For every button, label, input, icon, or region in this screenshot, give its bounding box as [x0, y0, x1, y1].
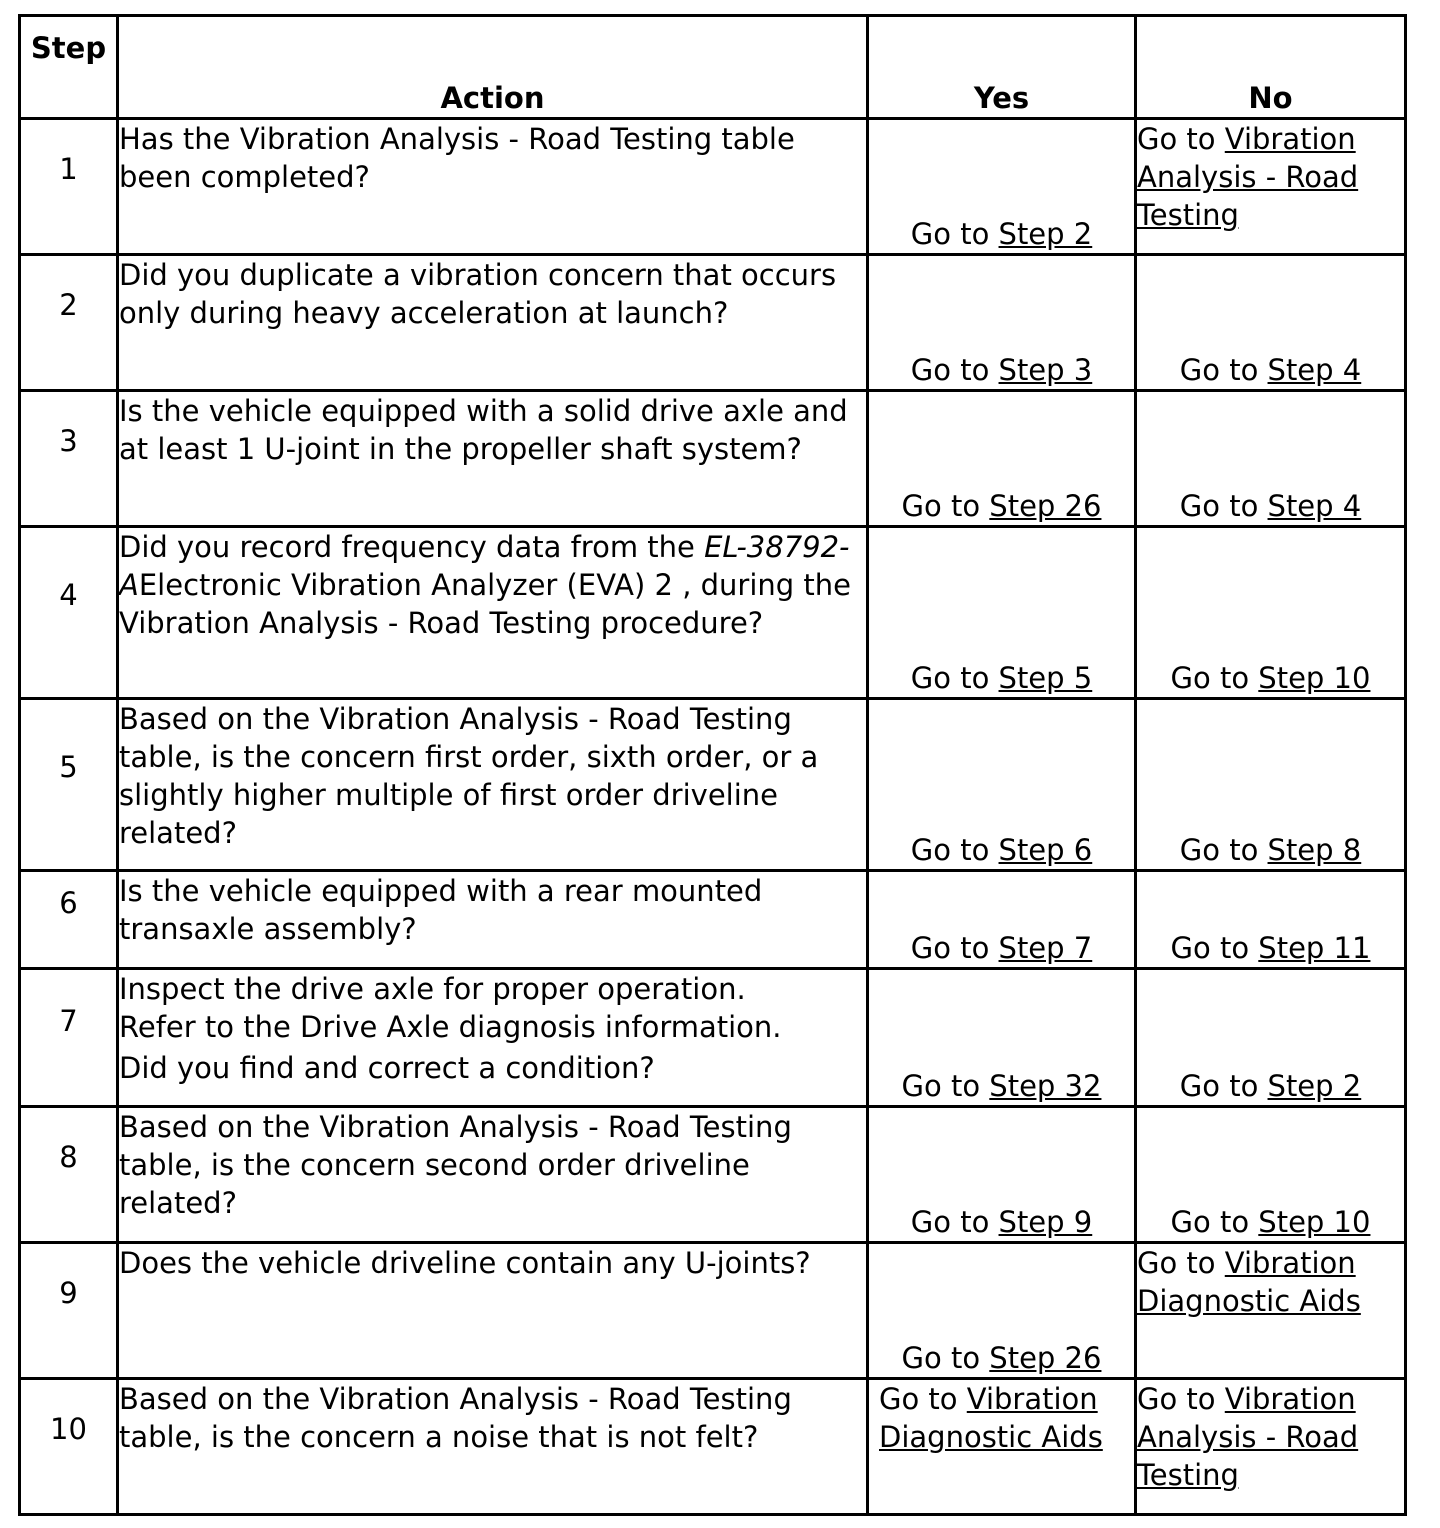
step-number: 4 [20, 527, 118, 699]
yes-cell [868, 871, 1136, 969]
action-text: Did you duplicate a vibration concern that occurs only during heavy acceleration at launch? [118, 255, 868, 391]
table-row [20, 119, 1406, 255]
yes-link[interactable]: Step 6 [998, 833, 1093, 867]
go-to-label: Go to [1170, 1205, 1250, 1239]
no-cell [1136, 391, 1406, 527]
step-number: 9 [20, 1243, 118, 1379]
action-text: Based on the Vibration Analysis - Road Testing table, is the concern second order driveline related? [118, 1107, 868, 1243]
yes-cell [868, 527, 1136, 699]
table-row [20, 527, 1406, 699]
header-row [20, 16, 1406, 119]
action-text: Is the vehicle equipped with a solid drive axle and at least 1 U-joint in the propeller shaft system? [118, 391, 868, 527]
go-to-label: Go to [910, 353, 990, 387]
step-number: 10 [20, 1379, 118, 1515]
yes-link[interactable]: Step 3 [998, 353, 1093, 387]
no-link[interactable]: Step 2 [1267, 1069, 1362, 1103]
no-cell [1136, 527, 1406, 699]
go-to-label: Go to [901, 1341, 981, 1375]
no-cell [1136, 255, 1406, 391]
no-link[interactable]: Step 11 [1258, 931, 1371, 965]
no-link[interactable]: Step 10 [1258, 661, 1371, 695]
yes-link[interactable]: Vibration Diagnostic Aids [879, 1382, 1103, 1454]
yes-cell [868, 1107, 1136, 1243]
no-link[interactable]: Step 4 [1267, 489, 1362, 523]
table-row [20, 1107, 1406, 1243]
no-cell [1136, 871, 1406, 969]
yes-link[interactable]: Step 26 [989, 489, 1102, 523]
yes-link[interactable]: Step 2 [998, 217, 1093, 251]
action-text-pre: Did you record frequency data from the [119, 530, 705, 564]
table-row [20, 1379, 1406, 1515]
step-number: 6 [20, 871, 118, 969]
diagnostic-table [18, 14, 1407, 1516]
go-to-label: Go to [901, 1069, 981, 1103]
no-link[interactable]: Step 4 [1267, 353, 1362, 387]
no-link[interactable]: Step 10 [1258, 1205, 1371, 1239]
table-row [20, 969, 1406, 1107]
header-action: Action [118, 16, 868, 119]
no-link[interactable]: Vibration Diagnostic Aids [1137, 1246, 1361, 1318]
yes-cell [868, 1379, 1136, 1515]
table-row [20, 255, 1406, 391]
action-text: Does the vehicle driveline contain any U-joints? [118, 1243, 868, 1379]
action-text: Based on the Vibration Analysis - Road Testing table, is the concern a noise that is not felt? [118, 1379, 868, 1515]
yes-cell [868, 391, 1136, 527]
action-line: Inspect the drive axle for proper operation. [119, 972, 746, 1006]
table-row [20, 871, 1406, 969]
go-to-label: Go to [1170, 661, 1250, 695]
go-to-label: Go to [1179, 353, 1259, 387]
yes-cell [868, 119, 1136, 255]
go-to-label: Go to [1179, 489, 1259, 523]
no-cell [1136, 969, 1406, 1107]
go-to-label: Go to [1170, 931, 1250, 965]
table-row [20, 391, 1406, 527]
no-link[interactable]: Step 8 [1267, 833, 1362, 867]
go-to-label: Go to [1137, 1246, 1216, 1280]
action-text [118, 527, 868, 699]
action-text [118, 969, 868, 1107]
header-no: No [1136, 16, 1406, 119]
go-to-label: Go to [910, 661, 990, 695]
action-line: Refer to the Drive Axle diagnosis information. [119, 1010, 782, 1044]
yes-link[interactable]: Step 26 [989, 1341, 1102, 1375]
no-cell [1136, 119, 1406, 255]
yes-cell [868, 699, 1136, 871]
step-number: 2 [20, 255, 118, 391]
step-number: 3 [20, 391, 118, 527]
action-text: Is the vehicle equipped with a rear mounted transaxle assembly? [118, 871, 868, 969]
step-number: 5 [20, 699, 118, 871]
step-number: 1 [20, 119, 118, 255]
go-to-label: Go to [1137, 1382, 1216, 1416]
go-to-label: Go to [910, 833, 990, 867]
yes-link[interactable]: Step 32 [989, 1069, 1102, 1103]
table-row [20, 1243, 1406, 1379]
no-cell [1136, 699, 1406, 871]
tool-number: EL-38792-A [119, 530, 850, 602]
header-step: Step [20, 16, 118, 119]
yes-link[interactable]: Step 9 [998, 1205, 1093, 1239]
no-link[interactable]: Vibration Analysis - Road Testing [1137, 122, 1359, 232]
no-cell [1136, 1379, 1406, 1515]
action-text: Based on the Vibration Analysis - Road Testing table, is the concern first order, sixth order, or a slightly higher multiple of first order driveline related? [118, 699, 868, 871]
go-to-label: Go to [901, 489, 981, 523]
table-row [20, 699, 1406, 871]
action-line: Did you find and correct a condition? [119, 1051, 655, 1085]
no-cell [1136, 1243, 1406, 1379]
go-to-label: Go to [910, 1205, 990, 1239]
go-to-label: Go to [879, 1382, 958, 1416]
yes-cell [868, 1243, 1136, 1379]
go-to-label: Go to [1179, 833, 1259, 867]
yes-link[interactable]: Step 5 [998, 661, 1093, 695]
no-cell [1136, 1107, 1406, 1243]
yes-cell [868, 255, 1136, 391]
yes-cell [868, 969, 1136, 1107]
go-to-label: Go to [910, 931, 990, 965]
no-link[interactable]: Vibration Analysis - Road Testing [1137, 1382, 1359, 1492]
step-number: 7 [20, 969, 118, 1107]
step-number: 8 [20, 1107, 118, 1243]
go-to-label: Go to [1179, 1069, 1259, 1103]
action-text: Has the Vibration Analysis - Road Testing table been completed? [118, 119, 868, 255]
action-text-rest: Electronic Vibration Analyzer (EVA) 2 , during the Vibration Analysis - Road Testing procedure? [119, 568, 852, 640]
header-yes: Yes [868, 16, 1136, 119]
go-to-label: Go to [910, 217, 990, 251]
yes-link[interactable]: Step 7 [998, 931, 1093, 965]
go-to-label: Go to [1137, 122, 1216, 156]
